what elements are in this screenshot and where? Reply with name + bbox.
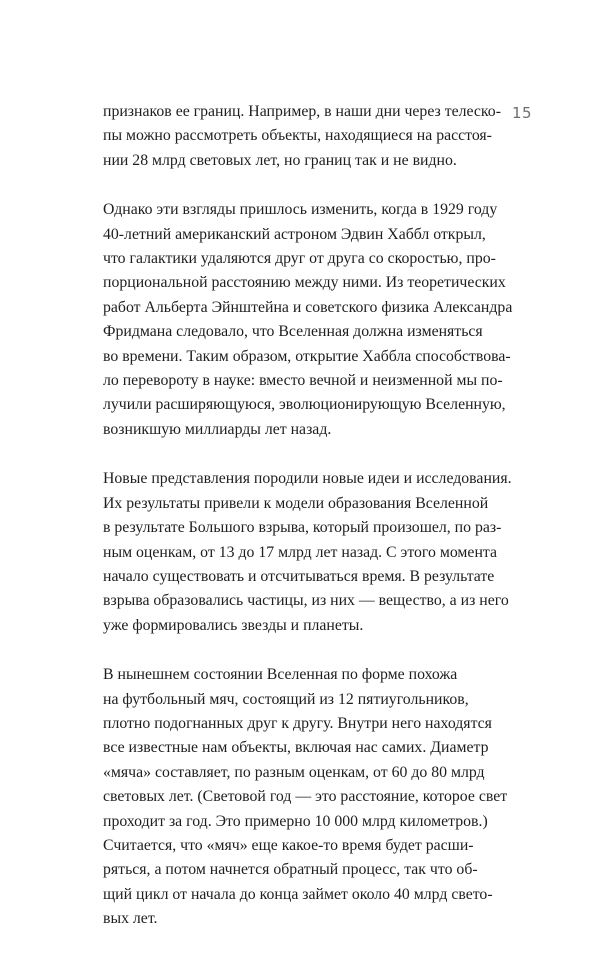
text-line: работ Альберта Эйнштейна и советского физика Александра xyxy=(103,298,513,316)
text-line: плотно подогнанных друг к другу. Внутри него находятся xyxy=(103,714,492,732)
text-line: 40-летний американский астроном Эдвин Хаббл открыл, xyxy=(103,225,486,243)
text-line: начало существовать и отсчитываться время. В результате xyxy=(103,567,495,585)
text-line: вых лет. xyxy=(103,910,158,928)
text-line: Считается, что «мяч» еще какое-то время будет расши- xyxy=(103,836,474,854)
paragraph-4 xyxy=(103,663,508,931)
text-line: уже формировались звезды и планеты. xyxy=(103,616,364,634)
text-line: Однако эти взгляды пришлось изменить, когда в 1929 году xyxy=(103,201,498,219)
paragraph-2 xyxy=(103,198,513,442)
text-line: порциональной расстоянию между ними. Из теоретических xyxy=(103,274,506,292)
text-line: световых лет. (Световой год — это расстояние, которое свет xyxy=(103,788,508,806)
text-line: «мяча» составляет, по разным оценкам, от 60 до 80 млрд xyxy=(103,763,485,781)
text-line: Их результаты привели к модели образования Вселенной xyxy=(103,494,489,512)
text-line: проходит за год. Это примерно 10 000 млрд километров.) xyxy=(103,812,488,830)
paragraph-3 xyxy=(103,467,512,638)
paragraph-1 xyxy=(103,100,503,173)
page-number: 15 xyxy=(512,104,533,122)
text-line: ло перевороту в науке: вместо вечной и неизменной мы по- xyxy=(103,372,503,390)
text-line: признаков ее границ. Например, в наши дни через телеско- xyxy=(103,103,501,120)
text-line: все известные нам объекты, включая нас самих. Диаметр xyxy=(103,739,489,757)
text-line: что галактики удаляются друг от друга со скоростью, про- xyxy=(103,250,496,268)
text-line: нии 28 млрд световых лет, но границ так и не видно. xyxy=(103,151,457,169)
text-line: взрыва образовались частицы, из них — вещество, а из него xyxy=(103,592,509,610)
text-line: ным оценкам, от 13 до 17 млрд лет назад. С этого момента xyxy=(103,543,498,561)
body-text xyxy=(103,100,513,957)
text-line: в результате Большого взрыва, который произошел, по раз- xyxy=(103,519,502,537)
text-line: ряться, а потом начнется обратный процесс, так что об- xyxy=(103,861,478,879)
text-line: Новые представления породили новые идеи и исследования. xyxy=(103,470,512,488)
text-line: возникшую миллиарды лет назад. xyxy=(103,420,332,438)
text-line: щий цикл от начала до конца займет около 40 млрд свето- xyxy=(103,885,493,903)
text-line: лучили расширяющуюся, эволюционирующую Вселенную, xyxy=(103,396,506,414)
text-line: на футбольный мяч, состоящий из 12 пятиугольников, xyxy=(103,690,469,708)
text-line: пы можно рассмотреть объекты, находящиеся на расстоя- xyxy=(103,127,492,145)
text-line: В нынешнем состоянии Вселенная по форме похожа xyxy=(103,666,458,684)
text-line: Фридмана следовало, что Вселенная должна изменяться xyxy=(103,323,483,341)
text-line: во времени. Таким образом, открытие Хаббла способствова- xyxy=(103,347,511,365)
